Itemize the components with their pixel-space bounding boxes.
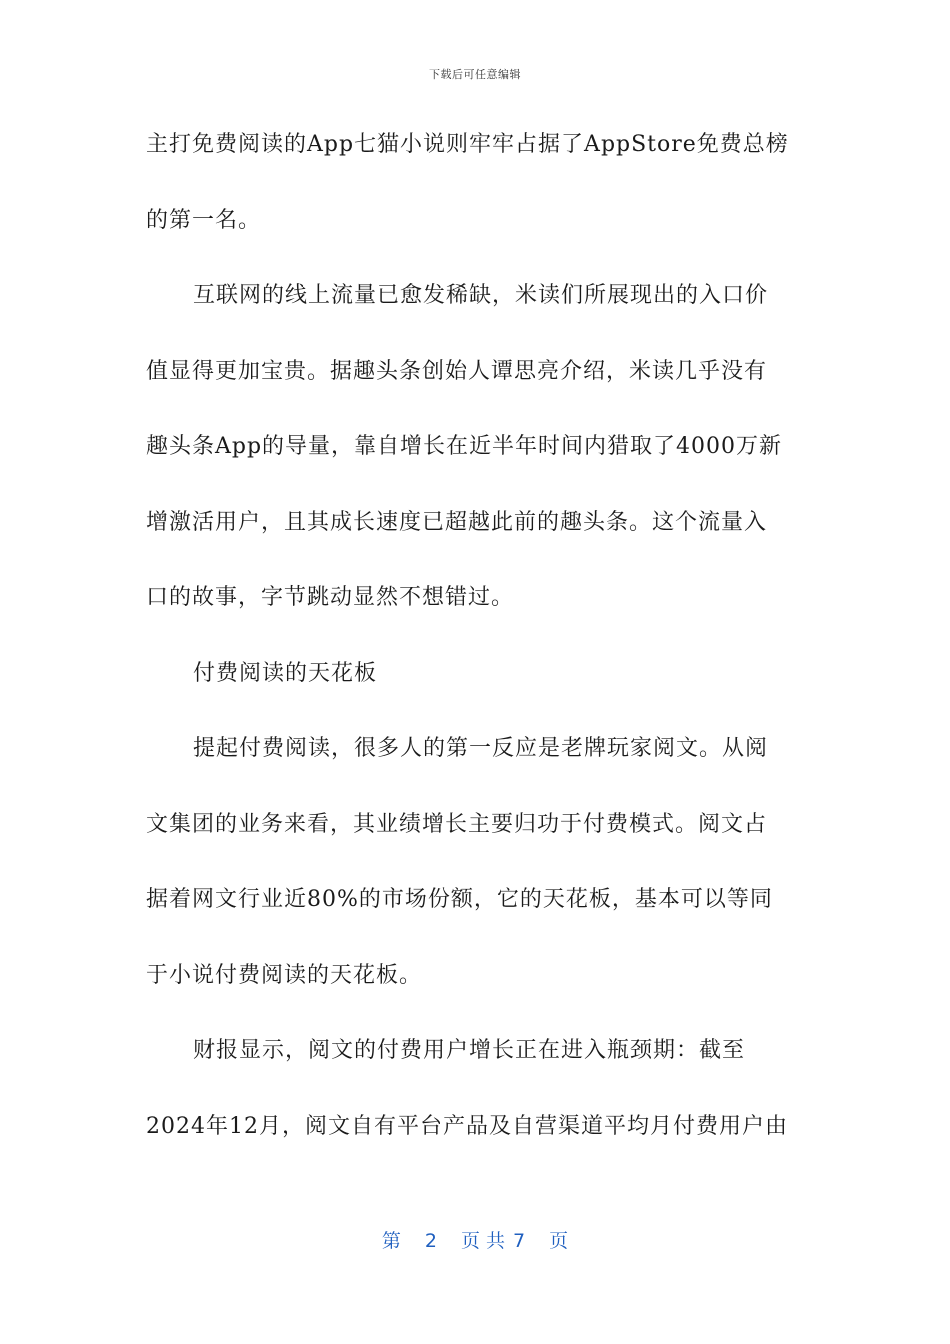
footer-prefix: 第 — [381, 1230, 401, 1252]
section-heading: 付费阅读的天花板 — [193, 660, 378, 686]
text-line: 主打免费阅读的App七猫小说则牢牢占据了AppStore免费总榜 — [146, 132, 789, 157]
paragraph-start-line: 互联网的线上流量已愈发稀缺，米读们所展现出的入口价 — [193, 283, 769, 308]
document-body — [146, 126, 806, 1183]
text-line: 据着网文行业近80%的市场份额，它的天花板，基本可以等同 — [146, 887, 773, 912]
text-line: 增激活用户，且其成长速度已超越此前的趣头条。这个流量入 — [146, 509, 768, 535]
footer-suffix: 页 — [549, 1230, 569, 1252]
paragraph-start-line: 提起付费阅读，很多人的第一反应是老牌玩家阅文。从阅 — [193, 736, 769, 761]
text-line: 的第一名。 — [146, 207, 262, 233]
footer-current-page: 2 — [424, 1230, 437, 1252]
text-line: 趣头条App的导量，靠自增长在近半年时间内猎取了4000万新 — [146, 434, 783, 459]
text-line: 2024年12月，阅文自有平台产品及自营渠道平均月付费用户由 — [146, 1113, 788, 1139]
page-footer — [0, 1226, 950, 1253]
text-line: 口的故事，字节跳动显然不想错过。 — [146, 585, 515, 610]
footer-middle: 页 共 — [460, 1230, 506, 1252]
page-header-note: 下载后可任意编辑 — [429, 68, 521, 81]
text-line: 值显得更加宝贵。据趣头条创始人谭思亮介绍，米读几乎没有 — [146, 358, 768, 384]
text-line: 文集团的业务来看，其业绩增长主要归功于付费模式。阅文占 — [146, 811, 768, 837]
footer-total-pages: 7 — [513, 1230, 526, 1252]
text-line: 于小说付费阅读的天花板。 — [146, 962, 423, 988]
paragraph-start-line: 财报显示，阅文的付费用户增长正在进入瓶颈期：截至 — [193, 1038, 746, 1063]
